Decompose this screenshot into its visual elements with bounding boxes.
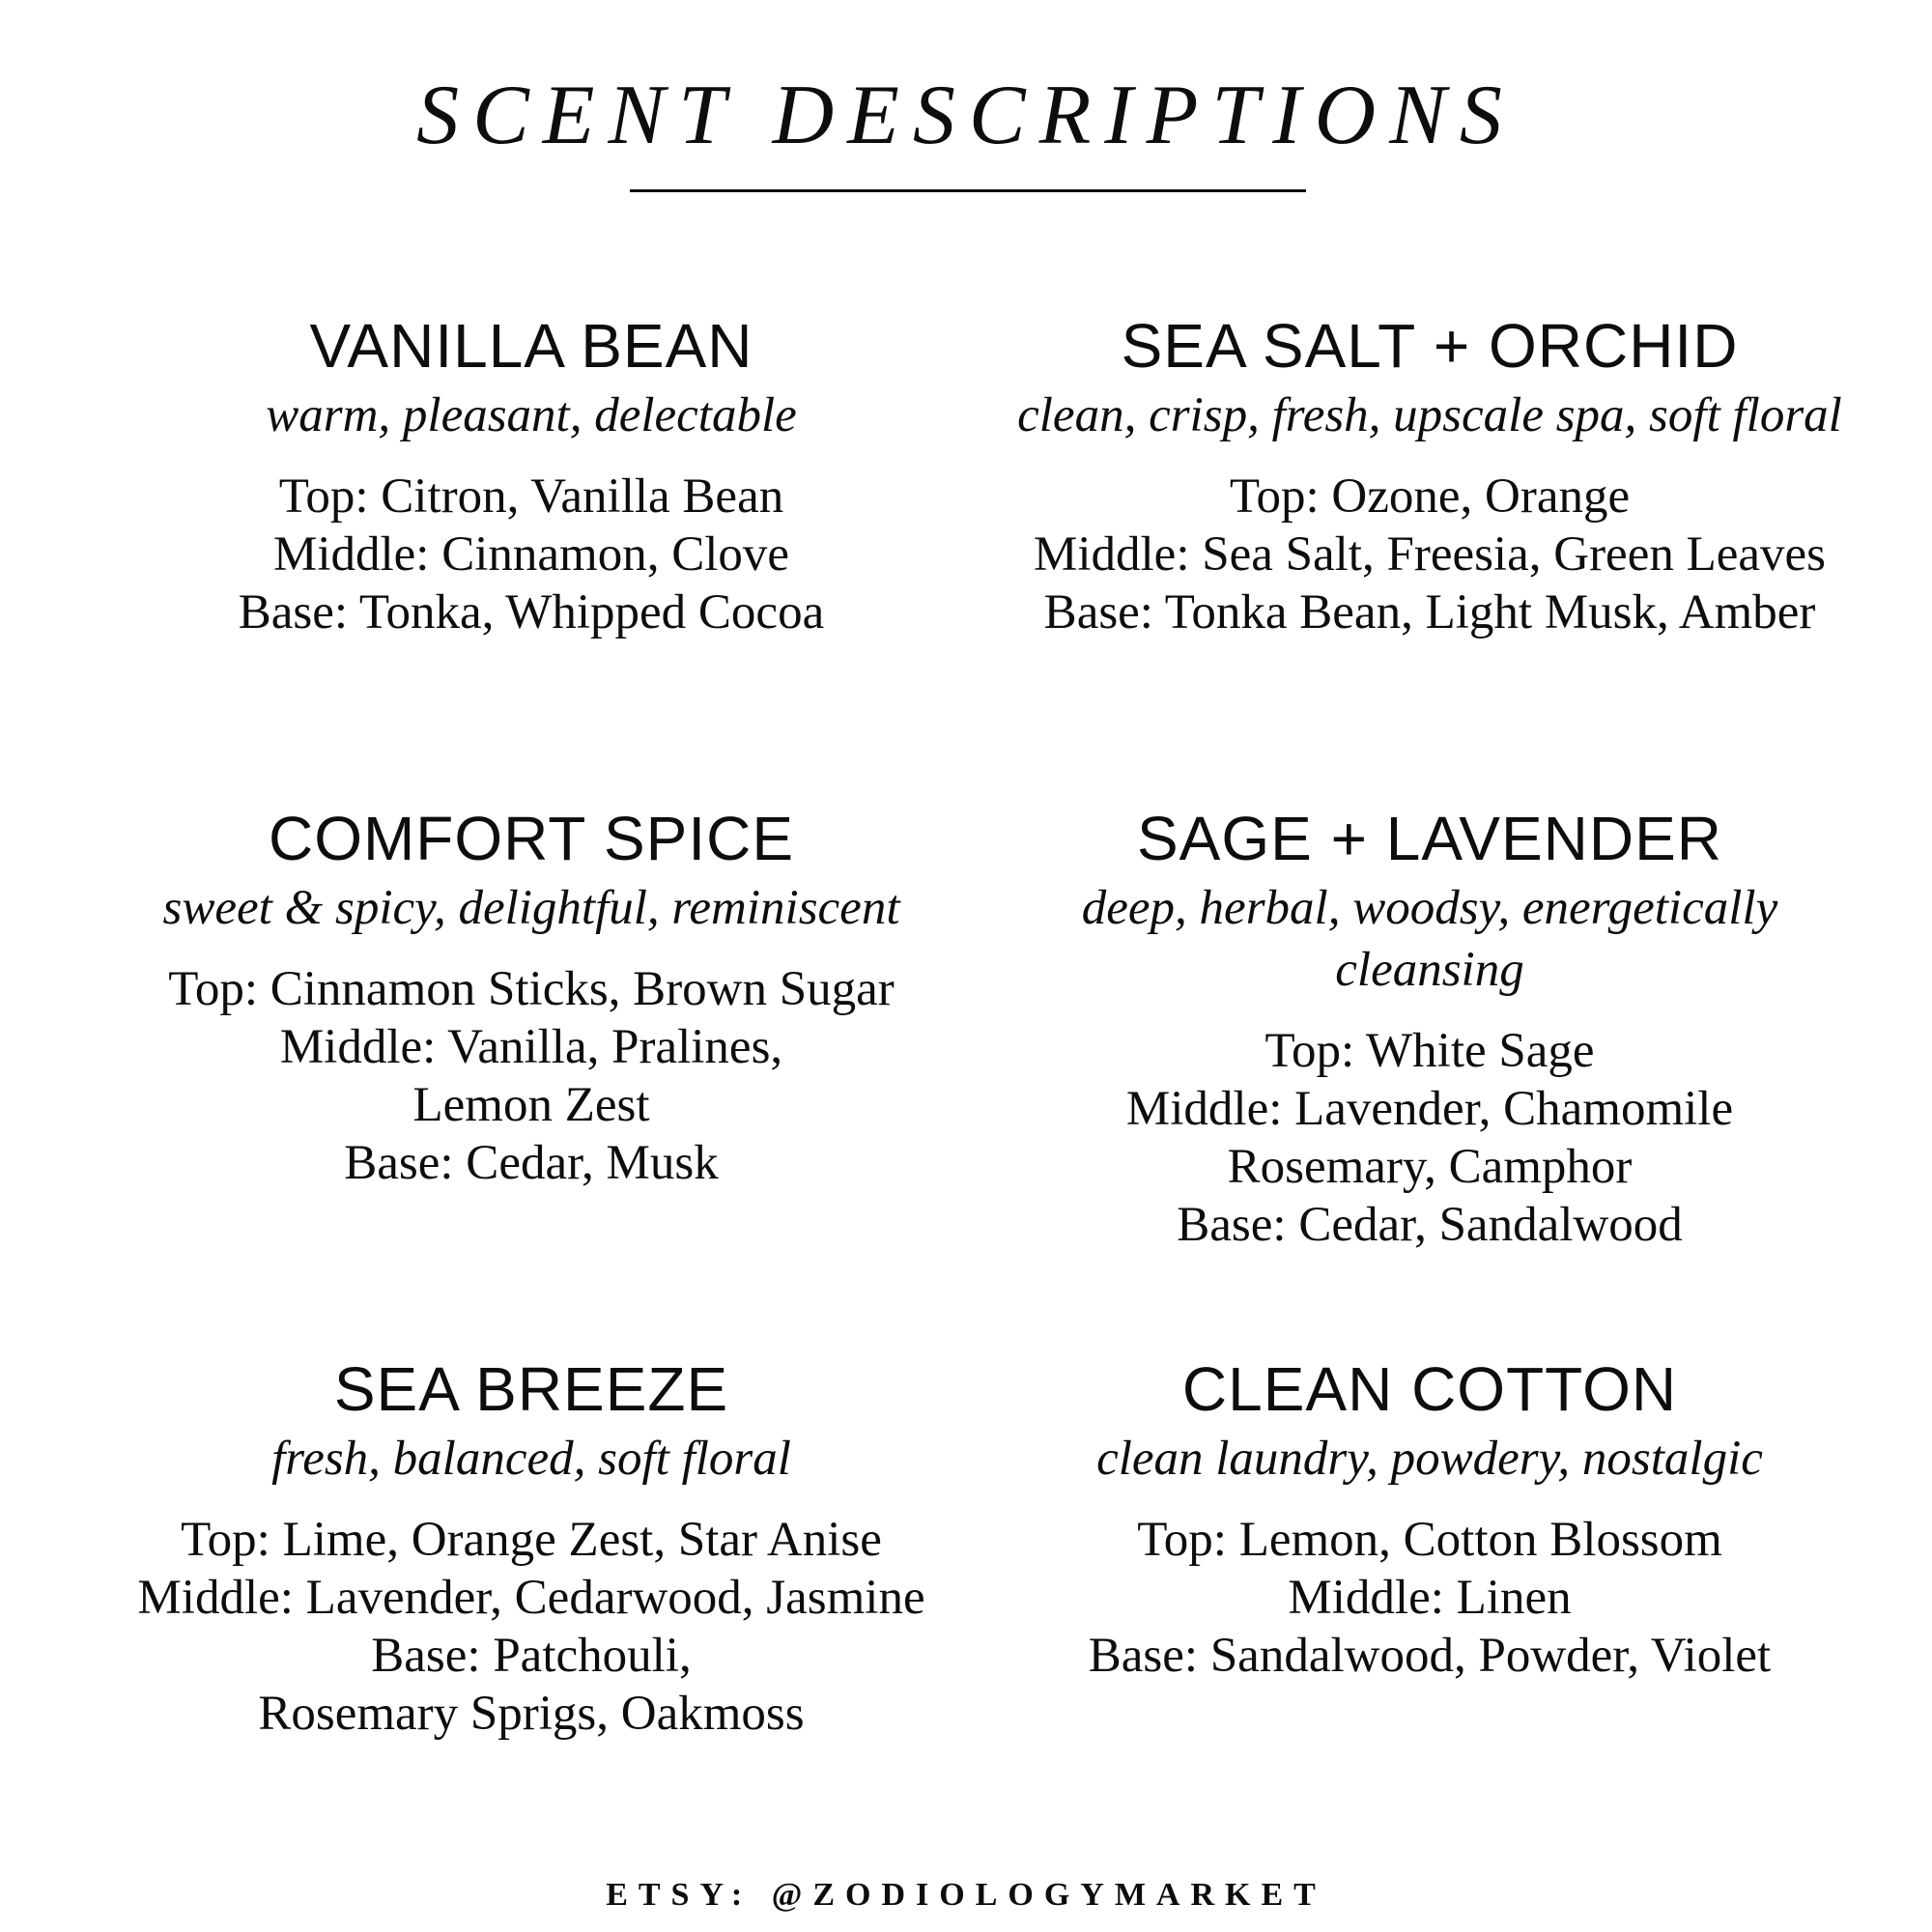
scent-tagline: clean, crisp, fresh, upscale spa, soft floral	[1017, 388, 1842, 442]
scent-tagline: fresh, balanced, soft floral	[271, 1432, 791, 1486]
scent-name: SEA BREEZE	[333, 1354, 729, 1424]
note-top: Top: Lime, Orange Zest, Star Anise	[181, 1513, 882, 1567]
title-divider	[630, 189, 1306, 192]
note-middle: Middle: Lavender, Cedarwood, Jasmine	[137, 1571, 925, 1625]
scent-card-sage-lavender	[995, 800, 1864, 1254]
scent-tagline: clean laundry, powdery, nostalgic	[1096, 1432, 1763, 1486]
note-middle: Middle: Sea Salt, Freesia, Green Leaves	[1034, 527, 1826, 582]
note-top: Top: Citron, Vanilla Bean	[278, 469, 784, 524]
note-base-cont: Rosemary Sprigs, Oakmoss	[258, 1687, 805, 1741]
scent-name: CLEAN COTTON	[1181, 1354, 1678, 1424]
scent-name: SAGE + LAVENDER	[1136, 804, 1723, 873]
scent-card-sea-salt-orchid	[995, 307, 1864, 641]
note-middle-cont: Rosemary, Camphor	[1227, 1140, 1633, 1194]
note-middle: Middle: Vanilla, Pralines,	[279, 1020, 783, 1074]
note-base: Base: Tonka, Whipped Cocoa	[238, 585, 825, 639]
scent-card-sea-breeze	[97, 1350, 966, 1743]
shop-handle: ETSY: @ZODIOLOGYMARKET	[606, 1877, 1326, 1913]
note-top: Top: Lemon, Cotton Blossom	[1137, 1513, 1722, 1567]
note-middle: Middle: Cinnamon, Clove	[272, 527, 790, 582]
scent-name: SEA SALT + ORCHID	[1121, 311, 1739, 381]
note-middle-cont: Lemon Zest	[412, 1078, 650, 1132]
scent-card-vanilla-bean	[97, 307, 966, 641]
note-base: Base: Patchouli,	[371, 1629, 692, 1683]
page-title: SCENT DESCRIPTIONS	[416, 69, 1516, 162]
note-top: Top: Ozone, Orange	[1229, 469, 1631, 524]
scent-name: COMFORT SPICE	[268, 804, 795, 873]
scent-tagline: warm, pleasant, delectable	[266, 388, 797, 442]
note-base: Base: Tonka Bean, Light Musk, Amber	[1043, 585, 1816, 639]
note-middle: Middle: Linen	[1288, 1571, 1572, 1625]
note-top: Top: White Sage	[1264, 1024, 1595, 1078]
note-top: Top: Cinnamon Sticks, Brown Sugar	[168, 962, 895, 1016]
scent-card-clean-cotton	[995, 1350, 1864, 1685]
note-middle: Middle: Lavender, Chamomile	[1125, 1082, 1734, 1136]
note-base: Base: Cedar, Sandalwood	[1177, 1198, 1683, 1252]
note-base: Base: Sandalwood, Powder, Violet	[1088, 1629, 1772, 1683]
note-base: Base: Cedar, Musk	[344, 1136, 719, 1190]
scent-tagline: deep, herbal, woodsy, energetically cleansing	[1081, 881, 1778, 997]
scent-tagline: sweet & spicy, delightful, reminiscent	[162, 881, 900, 935]
scent-name: VANILLA BEAN	[309, 311, 753, 381]
scent-card-comfort-spice	[97, 800, 966, 1192]
